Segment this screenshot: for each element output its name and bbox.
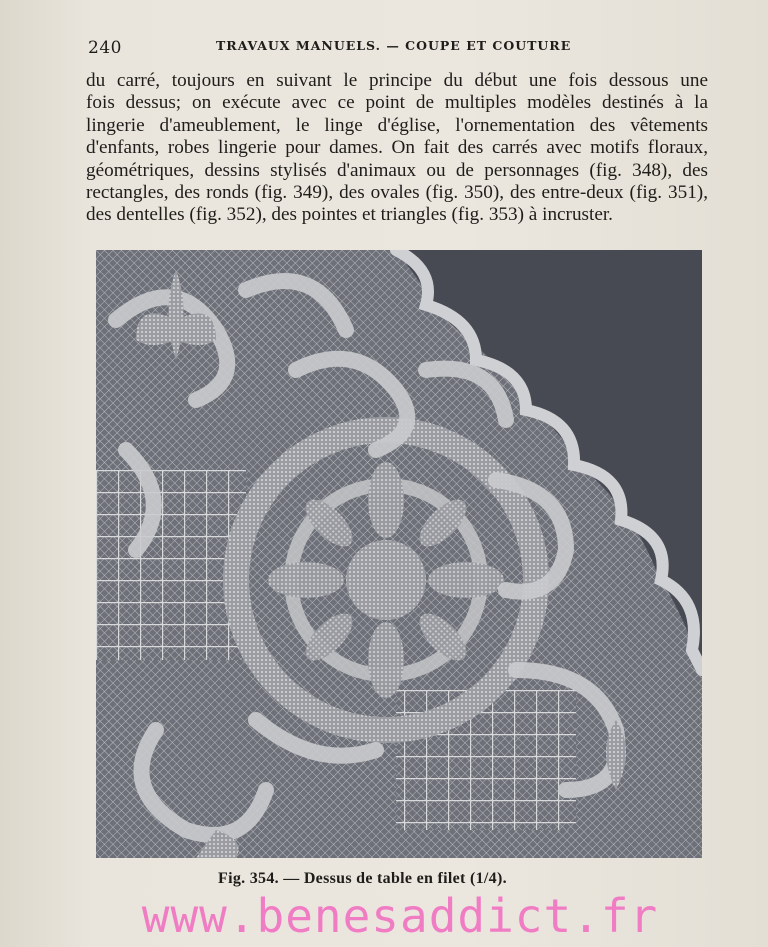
- lace-tablecloth-figure: [96, 250, 702, 858]
- body-line: lingerie d'ameublement, le linge d'église, l'ornementation des vêtements: [86, 114, 708, 136]
- body-line: rectangles, des ronds (fig. 349), des ovales (fig. 350), des entre-deux (fig. 351),: [86, 182, 708, 204]
- watermark: [100, 890, 700, 942]
- lace-illustration: [96, 250, 702, 858]
- figure-caption: Fig. 354. — Dessus de table en filet (1/4).: [218, 870, 507, 887]
- page-header: [88, 36, 688, 62]
- running-head: TRAVAUX MANUELS. — COUPE ET COUTURE: [216, 38, 572, 53]
- body-line: du carré, toujours en suivant le principe du début une fois dessous une: [86, 70, 708, 91]
- body-line: des dentelles (fig. 352), des pointes et triangles (fig. 353) à incruster.: [86, 204, 613, 226]
- body-line: géométriques, dessins stylisés d'animaux ou de personnages (fig. 348), des: [86, 159, 708, 181]
- watermark-text: www.benesaddict.fr: [141, 890, 659, 942]
- filet-grid-left: [96, 470, 246, 660]
- body-line: d'enfants, robes lingerie pour dames. On fait des carrés avec motifs floraux,: [86, 137, 708, 159]
- watermark-text-svg: [100, 890, 700, 942]
- body-line: fois dessus; on exécute avec ce point de multiples modèles destinés à la: [86, 92, 708, 114]
- body-paragraph: [86, 70, 708, 227]
- page-number: 240: [88, 38, 122, 58]
- filet-grid-bottom: [396, 690, 576, 830]
